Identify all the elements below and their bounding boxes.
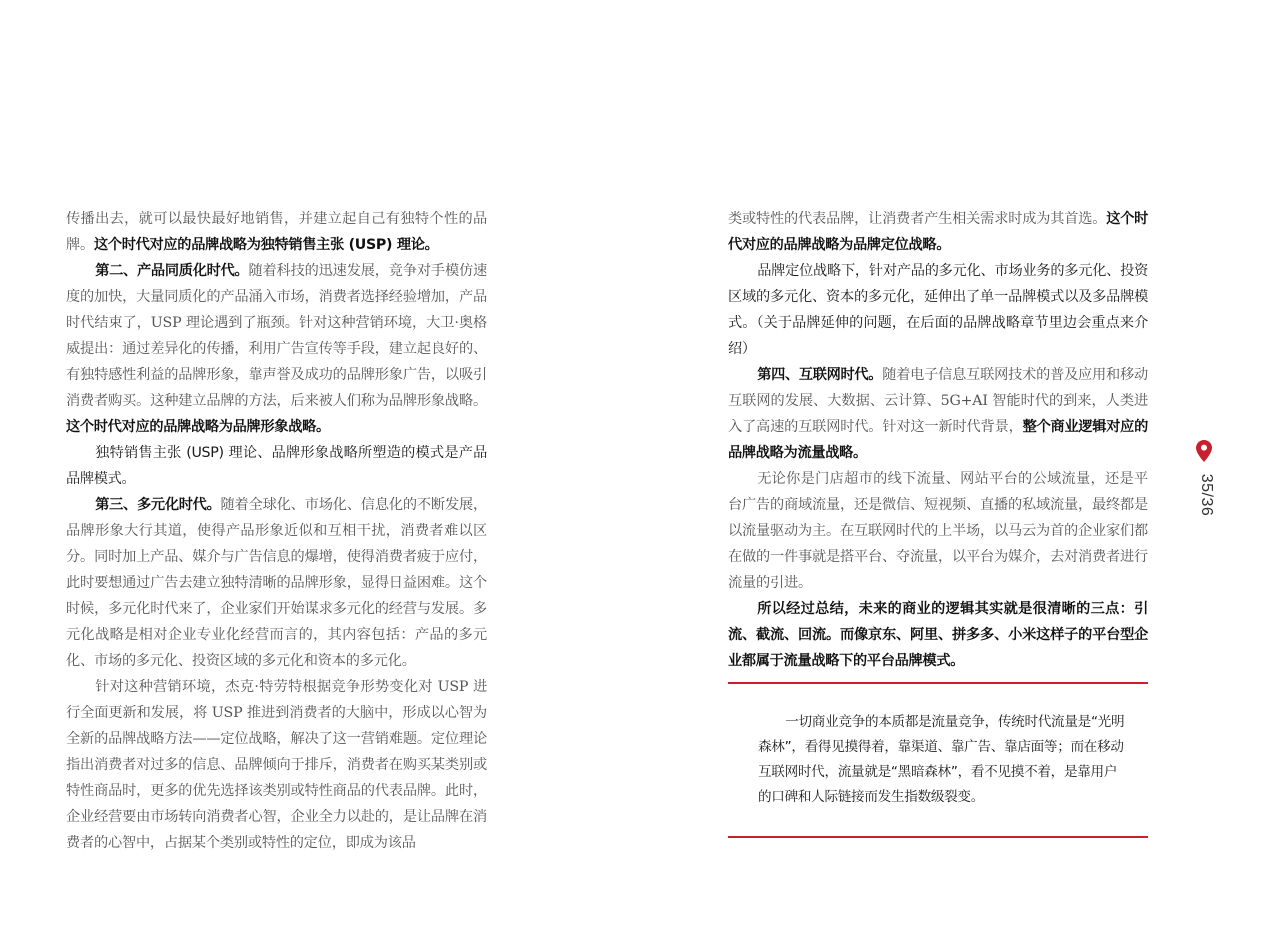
body-text: 无论你是门店超市的线下流量、网站平台的公域流量，还是平台广告的商域流量，还是微信、短视频、直播的私域流量，最终都是以流量驱动为主。在互联网时代的上半场，以马云为首的企业家们都在做的一件事就是搭平台、夺流量，以平台为媒介，去对消费者进行流量的引进。	[728, 471, 1148, 591]
paragraph	[66, 258, 487, 440]
emphasis-text: 整个商业逻辑对应的品牌战略为流量战略。	[728, 419, 1148, 461]
quote-top-rule	[728, 682, 1148, 684]
emphasis-text: 这个时代对应的品牌战略为独特销售主张 (USP) 理论。	[93, 237, 439, 253]
paragraph	[728, 258, 1148, 362]
map-pin-icon	[1196, 440, 1212, 462]
pull-quote	[728, 682, 1148, 838]
emphasis-text: 这个时代对应的品牌战略为品牌形象战略。	[66, 419, 330, 435]
right-column	[728, 206, 1148, 674]
section-heading: 第二、产品同质化时代。	[95, 263, 249, 279]
body-text: 随着电子信息互联网技术的普及应用和移动互联网的发展、大数据、云计算、5G+AI 智能时代的到来，人类进入了高速的互联网时代。针对这一新时代背景，	[728, 367, 1148, 435]
body-text: 品牌定位战略下，针对产品的多元化、市场业务的多元化、投资区域的多元化、资本的多元化，延伸出了单一品牌模式以及多品牌模式。（关于品牌延伸的问题，在后面的品牌战略章节里边会重点来介绍）	[728, 263, 1148, 357]
quote-bottom-rule	[728, 836, 1148, 838]
section-heading: 第三、多元化时代。	[95, 497, 221, 513]
page-indicator	[1194, 440, 1218, 520]
body-text: 传播出去，就可以最快最好地销售，并建立起自己有独特个性的品牌。	[66, 211, 487, 253]
body-text: 类或特性的代表品牌，让消费者产生相关需求时成为其首选。	[728, 211, 1107, 227]
paragraph	[728, 362, 1148, 466]
paragraph	[728, 206, 1148, 258]
page-number: 35/36	[1198, 473, 1215, 517]
paragraph	[728, 466, 1148, 596]
paragraph	[66, 492, 487, 674]
paragraph	[66, 206, 487, 258]
body-text: 随着科技的迅速发展，竞争对手模仿速度的加快，大量同质化的产品涌入市场，消费者选择经验增加，产品时代结束了，USP 理论遇到了瓶颈。针对这种营销环境，大卫·奥格威提出：通过差异化的传播，利用广告宣传等手段，建立起良好的、有独特感性利益的品牌形象，靠声誉及成功的品牌形象广告，以吸引消费者购买。这种建立品牌的方法，后来被人们称为品牌形象战略。	[66, 263, 487, 409]
emphasis-text: 所以经过总结，未来的商业的逻辑其实就是很清晰的三点：引流、截流、回流。而像京东、阿里、拼多多、小米这样子的平台型企业都属于流量战略下的平台品牌模式。	[728, 601, 1148, 669]
body-text: 针对这种营销环境，杰克·特劳特根据竞争形势变化对 USP 进行全面更新和发展，将 USP 推进到消费者的大脑中，形成以心智为全新的品牌战略方法——定位战略，解决了这一营销难题。定位理论指出消费者对过多的信息、品牌倾向于排斥，消费者在购买某类别或特性商品时，更多的优先选择该类别或特性商品的代表品牌。此时，企业经营要由市场转向消费者心智，企业全力以赴的，是让品牌在消费者的心智中，占据某个类别或特性的定位，即成为该品	[66, 679, 487, 851]
body-text: 独特销售主张 (USP) 理论、品牌形象战略所塑造的模式是产品品牌模式。	[66, 445, 487, 487]
quote-text: 一切商业竞争的本质都是流量竞争，传统时代流量是“光明森林”，看得见摸得着，靠渠道、靠广告、靠店面等；而在移动互联网时代，流量就是“黑暗森林”，看不见摸不着，是靠用户的口碑和人际链接而发生指数级裂变。	[758, 714, 1125, 805]
left-column	[66, 206, 487, 856]
body-text: 随着全球化、市场化、信息化的不断发展，品牌形象大行其道，使得产品形象近似和互相干扰，消费者难以区分。同时加上产品、媒介与广告信息的爆增，使得消费者疲于应付，此时要想通过广告去建立独特清晰的品牌形象，显得日益困难。这个时候，多元化时代来了，企业家们开始谋求多元化的经营与发展。多元化战略是相对企业专业化经营而言的，其内容包括：产品的多元化、市场的多元化、投资区域的多元化和资本的多元化。	[66, 497, 487, 669]
paragraph	[66, 440, 487, 492]
emphasis-text: 这个时代对应的品牌战略为品牌定位战略。	[728, 211, 1148, 253]
paragraph	[66, 674, 487, 856]
section-heading: 第四、互联网时代。	[757, 367, 883, 383]
paragraph	[728, 596, 1148, 674]
